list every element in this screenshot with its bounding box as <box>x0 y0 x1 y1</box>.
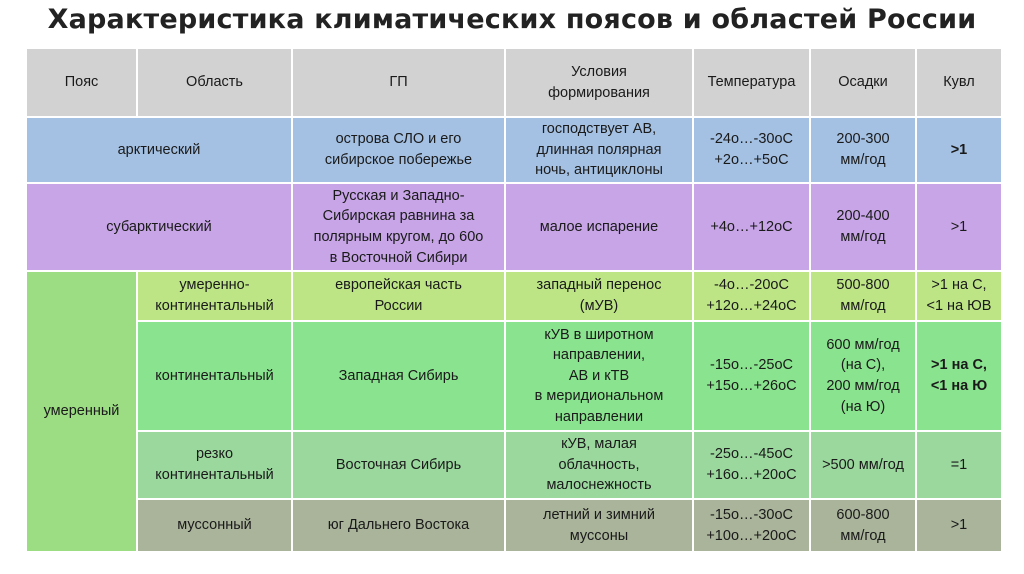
header-conditions: Условия формирования <box>505 48 693 117</box>
gp-continental: Западная Сибирь <box>292 321 505 431</box>
region-moderate-continental: умеренно- континентальный <box>137 271 292 321</box>
gp-subarctic: Русская и Западно- Сибирская равнина за полярным кругом, до 60о в Восточной Сибири <box>292 183 505 271</box>
gp-sharply-continental: Восточная Сибирь <box>292 431 505 499</box>
gp-monsoon: юг Дальнего Востока <box>292 499 505 552</box>
gp-arctic: острова СЛО и его сибирское побережье <box>292 117 505 183</box>
region-continental: континентальный <box>137 321 292 431</box>
precipitation-sharply-continental: >500 мм/год <box>810 431 916 499</box>
precipitation-continental: 600 мм/год (на С), 200 мм/год (на Ю) <box>810 321 916 431</box>
kuvl-moderate-continental: >1 на С, <1 на ЮВ <box>916 271 1002 321</box>
region-monsoon: муссонный <box>137 499 292 552</box>
kuvl-sharply-continental: =1 <box>916 431 1002 499</box>
precipitation-subarctic: 200-400 мм/год <box>810 183 916 271</box>
table-row-arctic <box>26 117 1002 183</box>
kuvl-arctic: >1 <box>916 117 1002 183</box>
page-title: Характеристика климатических поясов и областей России <box>47 4 977 35</box>
precipitation-arctic: 200-300 мм/год <box>810 117 916 183</box>
gp-moderate-continental: европейская часть России <box>292 271 505 321</box>
temperature-continental: -15о…-25оС +15о…+26оС <box>693 321 810 431</box>
conditions-sharply-continental: кУВ, малая облачность, малоснежность <box>505 431 693 499</box>
temperature-subarctic: +4о…+12оС <box>693 183 810 271</box>
precipitation-monsoon: 600-800 мм/год <box>810 499 916 552</box>
climate-table <box>25 47 1003 553</box>
header-gp: ГП <box>292 48 505 117</box>
header-precipitation: Осадки <box>810 48 916 117</box>
table-row-sharply-continental <box>26 431 1002 499</box>
temperature-arctic: -24о…-30оС +2о…+5оС <box>693 117 810 183</box>
conditions-continental: кУВ в широтном направлении, АВ и кТВ в меридиональном направлении <box>505 321 693 431</box>
table-row-continental <box>26 321 1002 431</box>
header-temperature: Температура <box>693 48 810 117</box>
table-row-moderate-continental <box>26 271 1002 321</box>
kuvl-continental: >1 на С, <1 на Ю <box>916 321 1002 431</box>
conditions-moderate-continental: западный перенос (мУВ) <box>505 271 693 321</box>
header-kuvl: Кувл <box>916 48 1002 117</box>
table-row-monsoon <box>26 499 1002 552</box>
belt-subarctic: субарктический <box>26 183 292 271</box>
temperature-sharply-continental: -25о…-45оС +16о…+20оС <box>693 431 810 499</box>
temperature-monsoon: -15о…-30оС +10о…+20оС <box>693 499 810 552</box>
kuvl-monsoon: >1 <box>916 499 1002 552</box>
precipitation-moderate-continental: 500-800 мм/год <box>810 271 916 321</box>
belt-arctic: арктический <box>26 117 292 183</box>
table-header-row <box>26 48 1002 117</box>
temperature-moderate-continental: -4о…-20оС +12о…+24оС <box>693 271 810 321</box>
belt-temperate: умеренный <box>26 271 137 552</box>
header-region: Область <box>137 48 292 117</box>
kuvl-subarctic: >1 <box>916 183 1002 271</box>
table-row-subarctic <box>26 183 1002 271</box>
conditions-arctic: господствует АВ, длинная полярная ночь, антициклоны <box>505 117 693 183</box>
header-belt: Пояс <box>26 48 137 117</box>
region-sharply-continental: резко континентальный <box>137 431 292 499</box>
conditions-subarctic: малое испарение <box>505 183 693 271</box>
conditions-monsoon: летний и зимний муссоны <box>505 499 693 552</box>
